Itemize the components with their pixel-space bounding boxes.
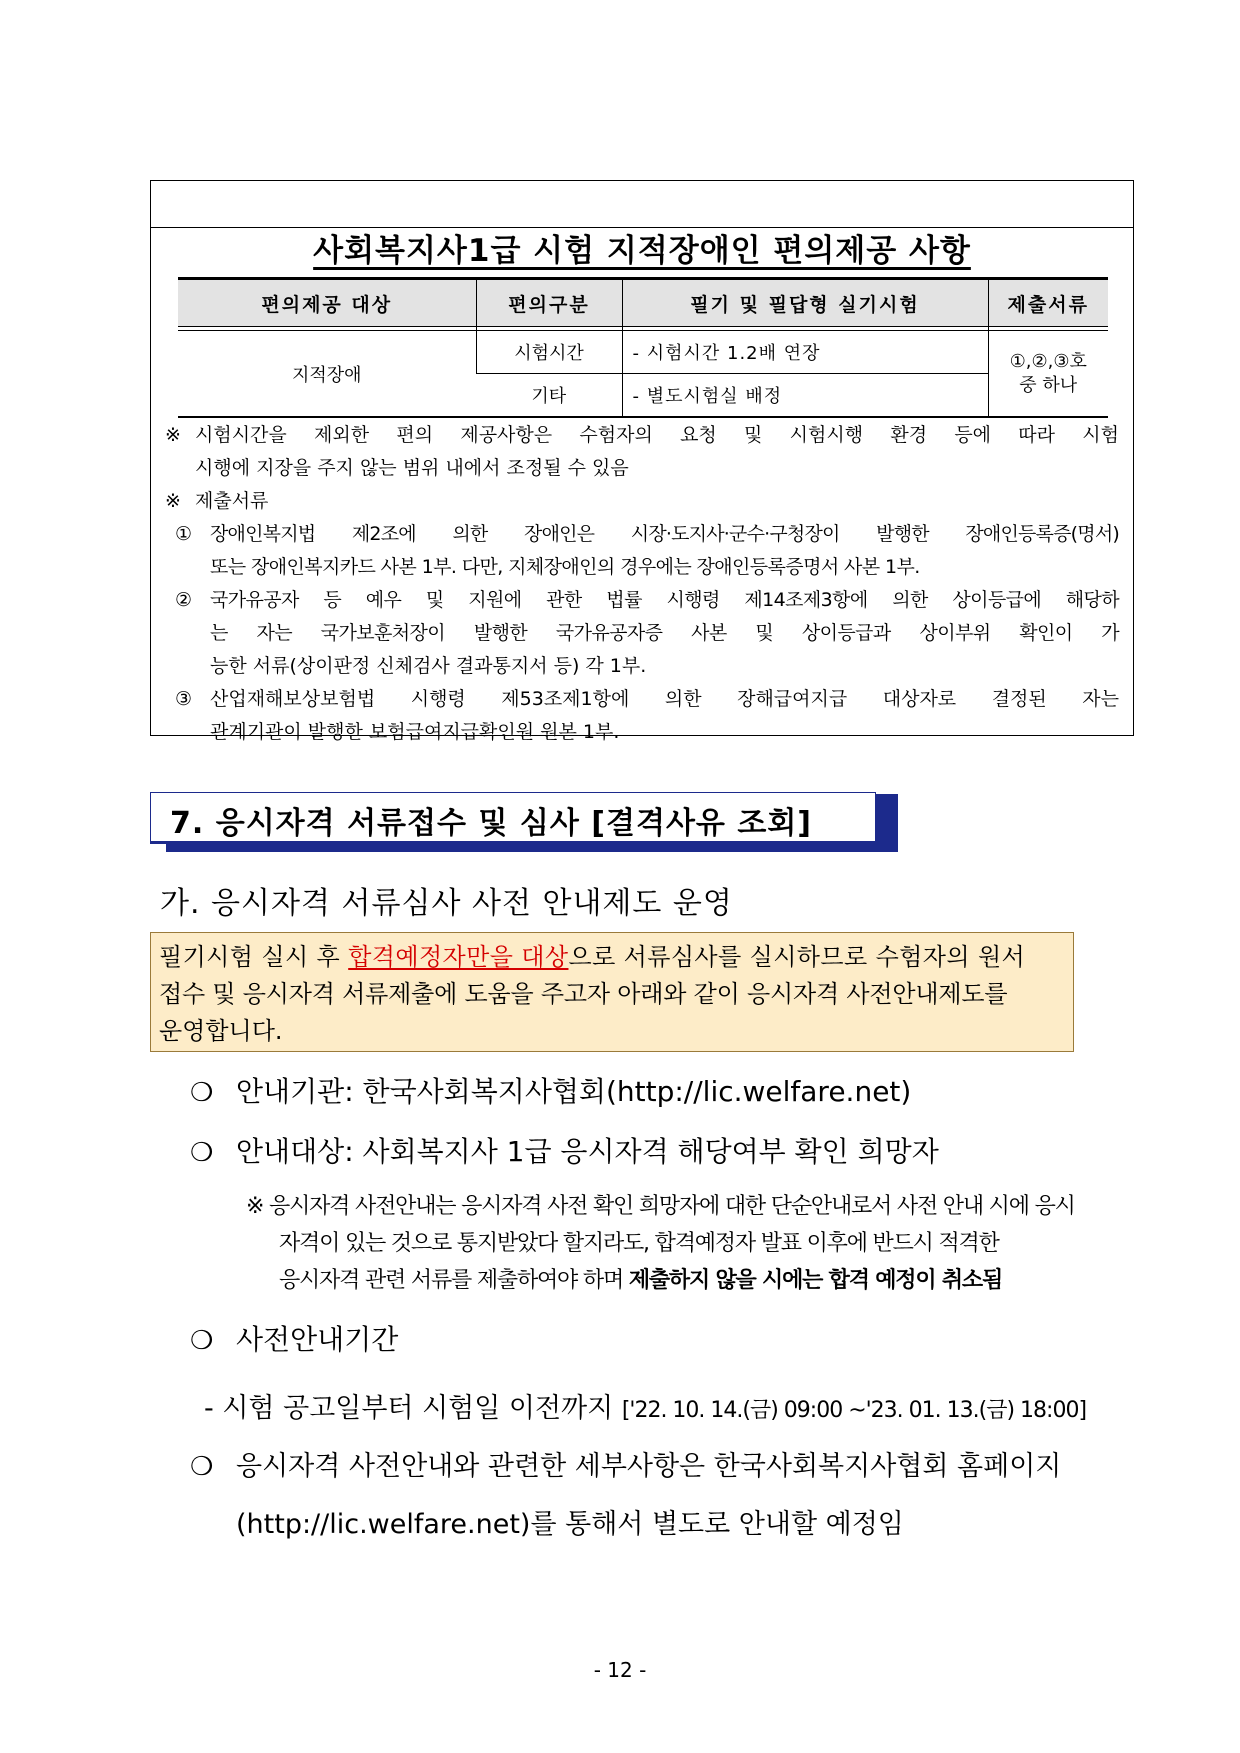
info-line: 운영합니다. <box>159 1017 283 1045</box>
accommodation-box <box>150 180 1134 743</box>
table-cell-category: 시험시간 <box>476 331 622 374</box>
note-mark: ※ <box>165 490 181 512</box>
table-header: 편의구분 <box>476 279 622 327</box>
document-item-2 <box>165 584 1119 683</box>
period-line <box>204 1386 1086 1425</box>
bullet-target <box>190 1130 939 1170</box>
note-line <box>246 1188 1088 1225</box>
table-header: 편의제공 대상 <box>178 279 476 327</box>
bullet-text: 안내대상: 사회복지사 1급 응시자격 해당여부 확인 희망자 <box>236 1135 939 1168</box>
bullet-agency <box>190 1070 911 1110</box>
item-line: 국가유공자 등 예우 및 지원에 관한 법률 시행령 제14조제3항에 의한 상이등급에 해당하 <box>210 589 1119 611</box>
table-cell-category: 기타 <box>476 374 622 418</box>
period-prefix: - 시험 공고일부터 시험일 이전까지 <box>204 1393 622 1424</box>
note-text: 응시자격 관련 서류를 제출하여야 하며 <box>279 1268 629 1293</box>
bullet-period <box>190 1318 398 1358</box>
note-line: 시험시간을 제외한 편의 제공사항은 수험자의 요청 및 시험시행 환경 등에 따라 시험 <box>195 424 1119 446</box>
note-mark: ※ <box>246 1194 264 1219</box>
table-cell-detail: - 시험시간 1.2배 연장 <box>622 331 988 374</box>
documents-line: 중 하나 <box>1019 374 1078 396</box>
item-line: 능한 서류(상이판정 신체검사 결과통지서 등) 각 1부. <box>210 655 647 677</box>
bullet-text: 응시자격 사전안내와 관련한 세부사항은 한국사회복지사협회 홈페이지 <box>236 1451 1062 1482</box>
item-line: 또는 장애인복지카드 사본 1부. 다만, 지체장애인의 경우에는 장애인등록증명서 사본 1부. <box>210 556 920 578</box>
info-text: 으로 서류심사를 실시하므로 수험자의 원서 <box>568 943 1026 971</box>
table-cell-target: 지적장애 <box>178 331 476 418</box>
note-warning: 제출하지 않을 시에는 합격 예정이 취소됨 <box>628 1268 1002 1293</box>
bullet-text: 사전안내기간 <box>236 1323 399 1356</box>
item-line: 장애인복지법 제2조에 의한 장애인은 시장·도지사·군수·구청장이 발행한 장애인등록증(명서) <box>210 523 1119 545</box>
note-line: 제출서류 <box>195 490 269 512</box>
item-mark: ① <box>175 523 193 545</box>
note-line <box>246 1262 1088 1299</box>
accommodation-table <box>178 277 1108 418</box>
circle-bullet-icon: ❍ <box>190 1138 214 1168</box>
table-cell-detail: - 별도시험실 배정 <box>622 374 988 418</box>
bullet-text: 안내기관: 한국사회복지사협회(http://lic.welfare.net) <box>236 1075 912 1108</box>
table-header: 필기 및 필답형 실기시험 <box>622 279 988 327</box>
note-documents <box>165 485 1119 518</box>
note-line: 시행에 지장을 주지 않는 범위 내에서 조정될 수 있음 <box>195 457 629 479</box>
section-title: 7. 응시자격 서류접수 및 심사 [결격사유 조회] <box>170 806 813 841</box>
note-line: 자격이 있는 것으로 통지받았다 할지라도, 합격예정자 발표 이후에 반드시 적격한 <box>279 1231 999 1256</box>
info-text: 필기시험 실시 후 <box>159 943 349 971</box>
box-header-strip <box>151 181 1133 228</box>
advance-notice-note <box>246 1188 1088 1299</box>
accommodation-title: 사회복지사1급 시험 지적장애인 편의제공 사항 <box>313 233 971 269</box>
circle-bullet-icon: ❍ <box>190 1078 214 1108</box>
circle-bullet-icon: ❍ <box>190 1452 214 1482</box>
note-text: 응시자격 사전안내는 응시자격 사전 확인 희망자에 대한 단순안내로서 사전 안내 시에 응시 <box>269 1194 1075 1219</box>
info-box <box>150 932 1074 1052</box>
table-cell-documents <box>988 331 1108 418</box>
accommodation-notes <box>165 419 1119 749</box>
info-line: 접수 및 응시자격 서류제출에 도움을 주고자 아래와 같이 응시자격 사전안내제도를 <box>159 980 1008 1008</box>
note-mark: ※ <box>165 424 181 446</box>
document-item-1 <box>165 518 1119 584</box>
info-highlight: 합격예정자만을 대상 <box>348 943 569 971</box>
item-mark: ② <box>175 589 193 611</box>
documents-line: ①,②,③호 <box>1009 350 1087 372</box>
item-mark: ③ <box>175 688 193 710</box>
note-time-adjust <box>165 419 1119 485</box>
document-item-3 <box>165 683 1119 749</box>
subsection-title: 가. 응시자격 서류심사 사전 안내제도 운영 <box>160 886 733 921</box>
table-header: 제출서류 <box>988 279 1108 327</box>
info-line <box>159 939 1063 976</box>
bullet-details <box>190 1444 1061 1483</box>
item-line: 산업재해보상보험법 시행령 제53조제1항에 의한 장해급여지급 대상자로 결정된 자는 <box>210 688 1119 710</box>
item-line: 관계기관이 발행한 보험급여지급확인원 원본 1부. <box>210 721 620 743</box>
page-number: - 12 - <box>593 1658 647 1682</box>
circle-bullet-icon: ❍ <box>190 1326 214 1356</box>
bullet-details-continued: (http://lic.welfare.net)를 통해서 별도로 안내할 예정임 <box>236 1509 904 1540</box>
item-line: 는 자는 국가보훈처장이 발행한 국가유공자증 사본 및 상이등급과 상이부위 확인이 가 <box>210 622 1119 644</box>
period-range: ['22. 10. 14.(금) 09:00 ~'23. 01. 13.(금) 18:00] <box>621 1398 1087 1423</box>
